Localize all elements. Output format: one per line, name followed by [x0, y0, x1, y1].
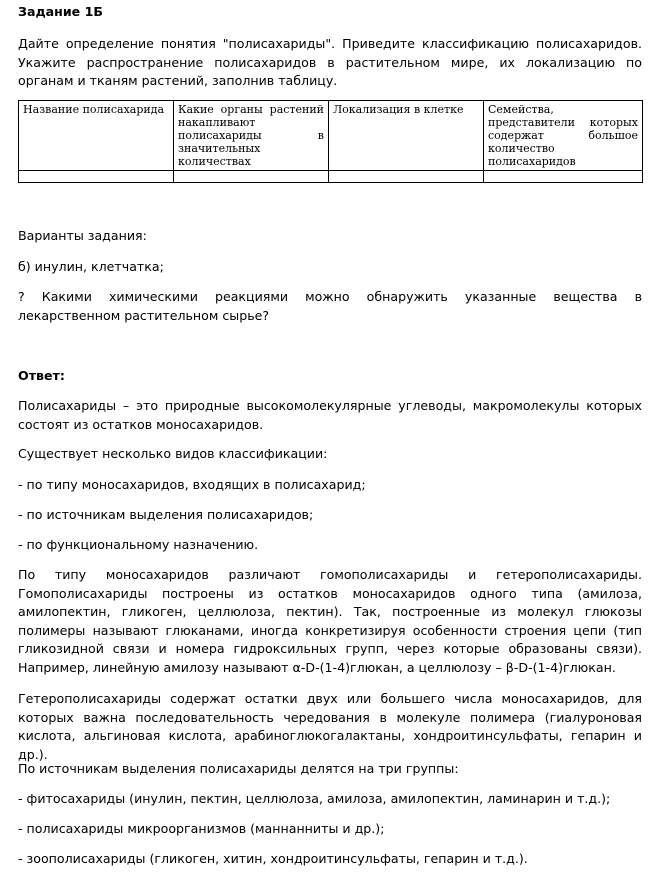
source-intro: По источникам выделения полисахариды делятся на три группы:: [18, 761, 459, 776]
answer-definition: Полисахариды – это природные высокомолекулярные углеводы, макромолекулы которых состоят из остатков моносахаридов.: [18, 398, 642, 432]
table-cell: [329, 171, 484, 183]
table-header-row: [19, 101, 643, 171]
variants-label: Варианты задания:: [18, 228, 147, 243]
task-description: Дайте определение понятия "полисахариды". Приведите классификацию полисахаридов. Укажите распространение полисахаридов в растительном мире, их локализацию по органам и тканям растений, заполнив таблицу.: [18, 36, 642, 88]
table-header-cell: Название полисахарида: [19, 101, 174, 171]
list-item: - полисахариды микроорганизмов (маннанниты и др.);: [18, 821, 385, 836]
list-item: - фитосахариды (инулин, пектин, целлюлоза, амилоза, амилопектин, ламинарин и т.д.);: [18, 791, 611, 806]
table-empty-row: [19, 171, 643, 183]
list-item: - по источникам выделения полисахаридов;: [18, 507, 314, 522]
list-item: - по типу моносахаридов, входящих в полисахарид;: [18, 477, 366, 492]
table-header-cell: Локализация в клетке: [329, 101, 484, 171]
question-text: ? Какими химическими реакциями можно обнаружить указанные вещества в лекарственном растительном сырье?: [18, 289, 642, 323]
classification-intro: Существует несколько видов классификации:: [18, 446, 328, 461]
homopolysaccharides-paragraph: По типу моносахаридов различают гомополисахариды и гетерополисахариды. Гомополисахариды построены из остатков моносахаридов одного типа (амилоза, амилопектин, гликоген, целлюлоза, пектин). Так, построенные из молекул глюкозы полимеры называют глюканами, иногда конкретизируя особенности строения цепи (тип гликозидной связи и номера гидроксильных групп, через которые образованы связи). Например, линейную амилозу называют α-D-(1-4)глюкан, а целлюлозу – β-D-(1-4)глюкан.: [18, 567, 642, 675]
table-header-cell: Семейства, представители которых содержат большое количество полисахаридов: [484, 101, 643, 171]
list-item: - зоополисахариды (гликоген, хитин, хондроитинсульфаты, гепарин и т.д.).: [18, 851, 528, 866]
variant-text: б) инулин, клетчатка;: [18, 259, 164, 274]
task-title: Задание 1Б: [18, 4, 103, 19]
table-header-cell: Какие органы растений накапливают полисахариды в значительных количествах: [174, 101, 329, 171]
fill-in-table: [18, 100, 643, 183]
table-cell: [484, 171, 643, 183]
list-item: - по функциональному назначению.: [18, 537, 259, 552]
answer-heading: Ответ:: [18, 368, 65, 383]
table-cell: [174, 171, 329, 183]
table-cell: [19, 171, 174, 183]
heteropolysaccharides-paragraph: Гетерополисахариды содержат остатки двух или большего числа моносахаридов, для которых важна последовательность чередования в молекуле полимера (гиалуроновая кислота, альгиновая кислота, арабиноглюкогалактаны, хондроитинсульфаты, гепарин и др.).: [18, 691, 642, 762]
